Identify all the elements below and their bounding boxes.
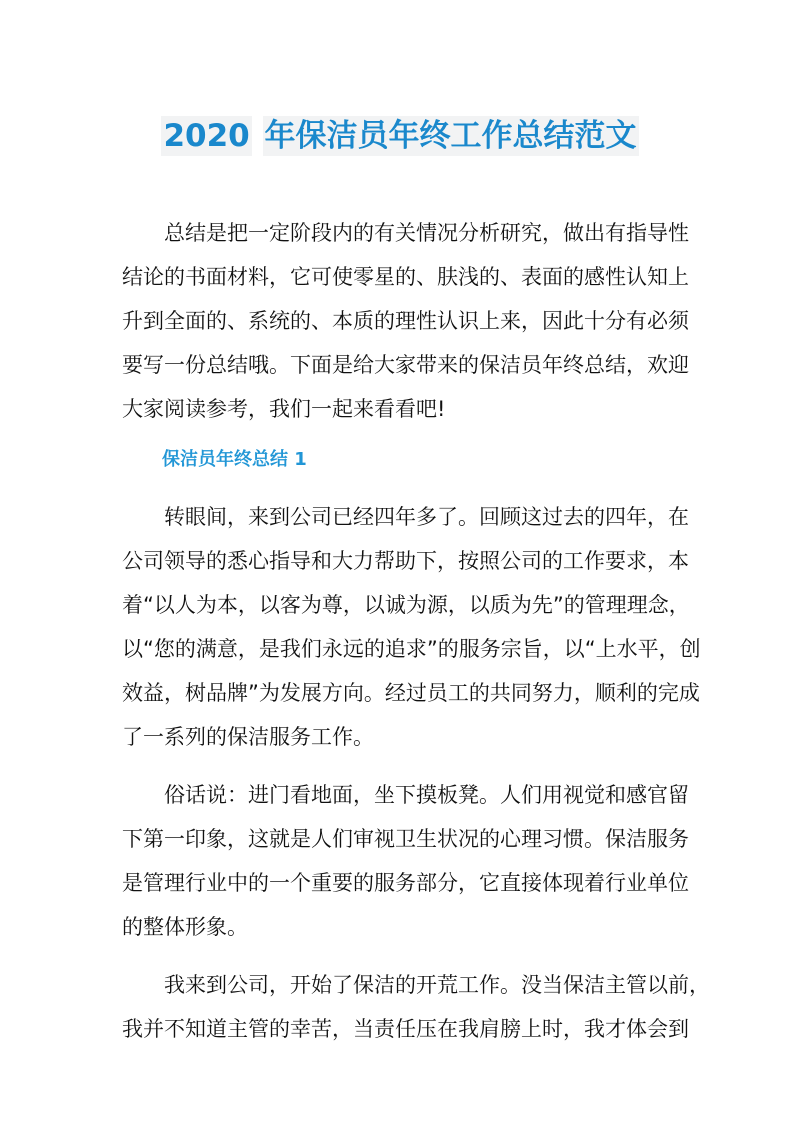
paragraph-line: 是管理行业中的一个重要的服务部分，它直接体现着行业单位 <box>122 871 689 895</box>
paragraph-line: 转眼间，来到公司已经四年多了。回顾这过去的四年，在 <box>164 505 689 529</box>
paragraph-line: 了一系列的保洁服务工作。 <box>122 725 374 749</box>
paragraph-line: 升到全面的、系统的、本质的理性认识上来，因此十分有必须 <box>122 309 689 333</box>
paragraph-line: 我来到公司，开始了保洁的开荒工作。没当保洁主管以前， <box>164 973 710 997</box>
paragraph-line: 总结是把一定阶段内的有关情况分析研究，做出有指导性 <box>164 221 689 245</box>
paragraph-line: 我并不知道主管的幸苦，当责任压在我肩膀上时，我才体会到 <box>122 1017 689 1041</box>
paragraph-line: 公司领导的悉心指导和大力帮助下，按照公司的工作要求，本 <box>122 549 689 573</box>
paragraph-line: 下第一印象，这就是人们审视卫生状况的心理习惯。保洁服务 <box>122 827 689 851</box>
paragraph-line: 着“以人为本，以客为尊，以诚为源，以质为先”的管理理念， <box>122 593 690 617</box>
paragraph-line: 的整体形象。 <box>122 915 248 939</box>
title-text: 年保洁员年终工作总结范文 <box>264 118 637 154</box>
paragraph-line: 效益，树品牌”为发展方向。经过员工的共同努力，顺利的完成 <box>122 681 700 705</box>
document-title <box>0 110 800 155</box>
title-year: 2020 <box>163 118 250 154</box>
paragraph-line: 要写一份总结哦。下面是给大家带来的保洁员年终总结，欢迎 <box>122 353 689 377</box>
paragraph-line: 俗话说：进门看地面，坐下摸板凳。人们用视觉和感官留 <box>164 783 689 807</box>
paragraph-line: 结论的书面材料，它可使零星的、肤浅的、表面的感性认知上 <box>122 265 689 289</box>
paragraph-line: 大家阅读参考，我们一起来看看吧! <box>122 397 446 421</box>
paragraph-line: 以“您的满意，是我们永远的追求”的服务宗旨，以“上水平，创 <box>122 637 701 661</box>
section-heading: 保洁员年终总结 1 <box>162 449 307 470</box>
